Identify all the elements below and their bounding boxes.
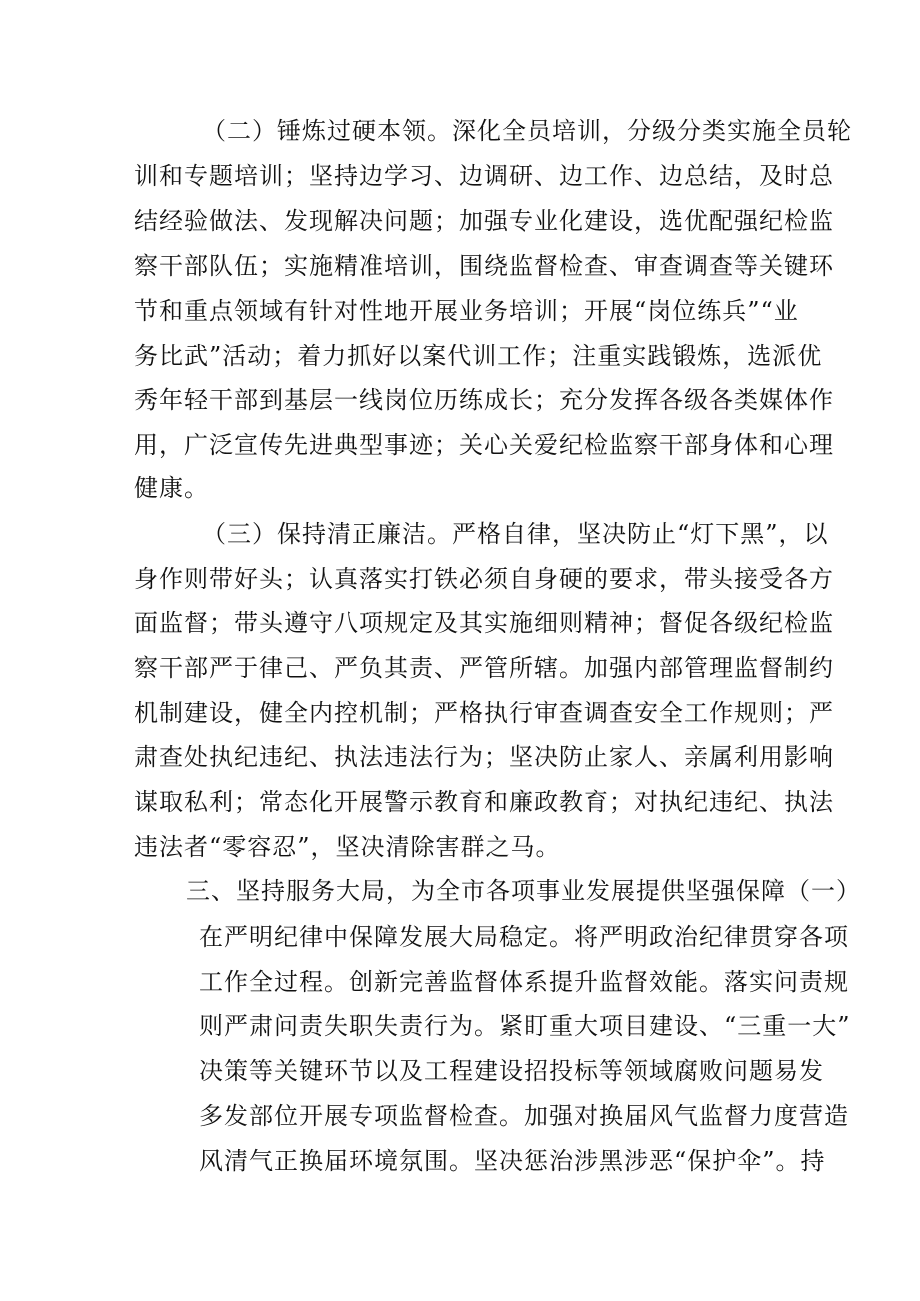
paragraph-3-line-3: 面监督；带头遵守八项规定及其实施细则精神；督促各级纪检监 — [134, 609, 834, 637]
section-3-line-7: 风清气正换届环境氛围。坚决惩治涉黑涉恶“保护伞”。持 — [199, 1147, 826, 1175]
paragraph-3-line-2: 身作则带好头；认真落实打铁必须自身硬的要求，带头接受各方 — [134, 565, 834, 593]
paragraph-2-line-8: 用，广泛宣传先进典型事迹；关心关爱纪检监察干部身体和心理 — [134, 431, 834, 459]
paragraph-3-line-7: 谋取私利；常态化开展警示教育和廉政教育；对执纪违纪、执法 — [134, 788, 834, 816]
paragraph-2-line-6: 务比武”活动；着力抓好以案代训工作；注重实践锻炼，选派优 — [134, 342, 823, 370]
paragraph-3-line-5: 机制建设，健全内控机制；严格执行审查调查安全工作规则；严 — [134, 699, 834, 727]
paragraph-2-line-4: 察干部队伍；实施精准培训，围绕监督检查、审查调查等关键环 — [134, 252, 834, 280]
section-3-line-3: 工作全过程。创新完善监督体系提升监督效能。落实问责规 — [199, 968, 849, 996]
paragraph-2-line-3: 结经验做法、发现解决问题；加强专业化建设，选优配强纪检监 — [134, 207, 834, 235]
paragraph-3-line-4: 察干部严于律己、严负其责、严管所辖。加强内部管理监督制约 — [134, 654, 834, 682]
section-3-line-5: 决策等关键环节以及工程建设招投标等领域腐败问题易发 — [199, 1057, 824, 1085]
paragraph-2-line-9: 健康。 — [134, 474, 209, 502]
paragraph-2-line-1: （二）锤炼过硬本领。深化全员培训，分级分类实施全员轮 — [202, 117, 852, 145]
section-3-line-4: 则严肃问责失职失责行为。紧盯重大项目建设、“三重一大” — [199, 1012, 851, 1040]
section-3-line-2: 在严明纪律中保障发展大局稳定。将严明政治纪律贯穿各项 — [199, 923, 849, 951]
paragraph-2-line-5: 节和重点领域有针对性地开展业务培训；开展“岗位练兵”“业 — [134, 297, 799, 325]
paragraph-3-line-1: （三）保持清正廉洁。严格自律，坚决防止“灯下黑”，以 — [202, 520, 829, 548]
paragraph-2-line-7: 秀年轻干部到基层一线岗位历练成长；充分发挥各级各类媒体作 — [134, 386, 834, 414]
section-3-heading-line: 三、坚持服务大局，为全市各项事业发展提供坚强保障（一） — [186, 877, 861, 905]
paragraph-2-line-2: 训和专题培训；坚持边学习、边调研、边工作、边总结，及时总 — [134, 162, 834, 190]
paragraph-3-line-6: 肃查处执纪违纪、执法违法行为；坚决防止家人、亲属利用影响 — [134, 743, 834, 771]
paragraph-3-line-8: 违法者“零容忍”，坚决清除害群之马。 — [134, 833, 561, 861]
section-3-line-6: 多发部位开展专项监督检查。加强对换届风气监督力度营造 — [199, 1102, 849, 1130]
